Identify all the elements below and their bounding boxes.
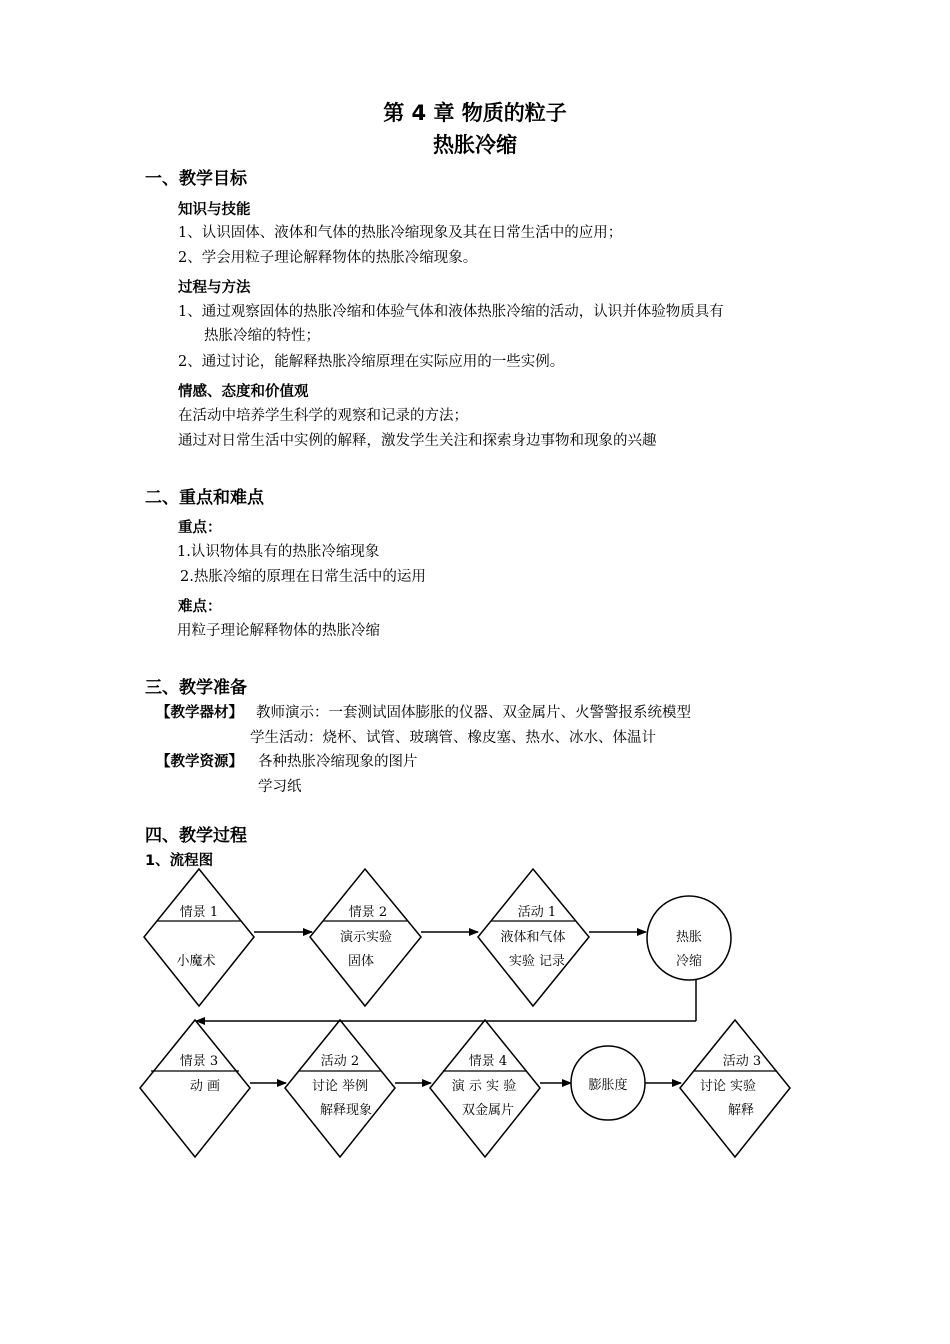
flow-node-text: 小魔术: [176, 954, 216, 969]
process-heading: 过程与方法: [178, 280, 251, 296]
key-heading: 重点：: [178, 520, 222, 536]
emotion-item: 通过对日常生活中实例的解释，激发学生关注和探索身边事物和现象的兴趣: [178, 433, 657, 449]
knowledge-item: 1、认识固体、液体和气体的热胀冷缩现象及其在日常生活中的应用；: [178, 225, 623, 241]
section-heading-key-points: 二、重点和难点: [145, 488, 264, 508]
flow-node-text: 热胀: [675, 930, 703, 945]
process-item: 2、通过讨论，能解释热胀冷缩原理在实际应用的一些实例。: [178, 354, 565, 370]
flow-node-label: 情景 1: [179, 905, 219, 920]
section-heading-process: 四、教学过程: [145, 826, 247, 846]
flow-node-expansion-degree: [571, 1046, 645, 1120]
flow-node-scene-4: [430, 1020, 540, 1157]
emotion-heading: 情感、态度和价值观: [178, 384, 309, 400]
flow-node-text: 动 画: [189, 1079, 221, 1094]
flow-node-text: 讨论 举例: [311, 1079, 369, 1094]
flow-node-label: 情景 2: [348, 905, 388, 920]
flow-node-activity-1: [478, 869, 589, 1006]
flow-node-label: 活动 2: [320, 1054, 360, 1069]
resources-line: 各种热胀冷缩现象的图片: [258, 754, 418, 770]
flow-node-text: 实验 记录: [508, 954, 566, 969]
key-item: 1.认识物体具有的热胀冷缩现象: [177, 544, 380, 560]
process-item: 1、通过观察固体的热胀冷缩和体验气体和液体热胀冷缩的活动，认识并体验物质具有: [178, 304, 724, 320]
flow-node-activity-3: [680, 1020, 790, 1157]
emotion-item: 在活动中培养学生科学的观察和记录的方法；: [178, 408, 468, 424]
knowledge-heading: 知识与技能: [178, 202, 251, 218]
equipment-teacher: 教师演示：一套测试固体膨胀的仪器、双金属片、火警警报系统模型: [256, 705, 691, 721]
difficult-heading: 难点：: [178, 599, 222, 615]
flow-node-text: 解释: [727, 1103, 755, 1118]
key-item: 2.热胀冷缩的原理在日常生活中的运用: [180, 569, 426, 585]
process-item-continued: 热胀冷缩的特性；: [204, 328, 320, 344]
resources-line: 学习纸: [258, 779, 302, 795]
flow-node-label: 活动 1: [517, 905, 557, 920]
equipment-student: 学生活动：烧杯、试管、玻璃管、橡皮塞、热水、冰水、体温计: [250, 730, 656, 746]
flow-node-activity-2: [285, 1020, 395, 1157]
document-title: 第 4 章 物质的粒子: [383, 101, 567, 125]
flow-node-thermal-expansion: [647, 896, 731, 980]
flow-node-label: 情景 3: [179, 1054, 219, 1069]
section-heading-preparation: 三、教学准备: [145, 678, 247, 698]
flow-node-text: 固体: [347, 954, 375, 969]
flow-node-text: 双金属片: [461, 1103, 515, 1118]
flow-node-label: 活动 3: [722, 1054, 762, 1069]
resources-label: 【教学资源】: [156, 754, 243, 770]
flow-node-text: 演示实验: [339, 930, 393, 945]
equipment-label: 【教学器材】: [156, 705, 243, 721]
document-subtitle: 热胀冷缩: [433, 133, 517, 157]
flow-node-text: 解释现象: [319, 1103, 373, 1118]
flowchart-heading: 1、流程图: [145, 853, 214, 869]
flow-node-text: 液体和气体: [500, 930, 566, 945]
flow-node-text: 冷缩: [675, 954, 703, 969]
knowledge-item: 2、学会用粒子理论解释物体的热胀冷缩现象。: [178, 250, 478, 266]
difficult-text: 用粒子理论解释物体的热胀冷缩: [177, 623, 380, 639]
flow-node-scene-3: [140, 1020, 250, 1157]
flow-node-text: 讨论 实验: [699, 1079, 757, 1094]
flow-node-text: 演 示 实 验: [451, 1079, 517, 1094]
section-heading-objectives: 一、教学目标: [145, 169, 247, 189]
flow-node-text: 膨胀度: [588, 1078, 628, 1093]
flow-node-scene-2: [310, 869, 421, 1006]
flow-node-label: 情景 4: [468, 1054, 508, 1069]
flow-node-scene-1: [144, 869, 254, 1006]
